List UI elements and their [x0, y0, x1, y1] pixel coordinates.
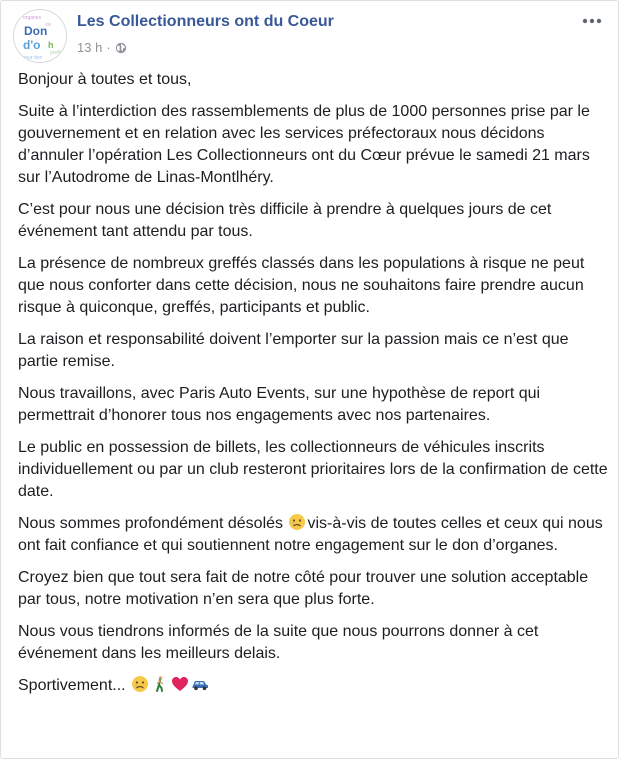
post-paragraph: Croyez bien que tout sera fait de notre côté pour trouver une solution acceptable par tous, notre motivation n’en sera que plus forte. — [18, 569, 589, 608]
post-paragraph-apology — [18, 513, 612, 557]
car-emoji — [191, 675, 209, 693]
svg-text:Don: Don — [24, 24, 48, 38]
post-meta — [77, 40, 127, 55]
red-heart-emoji — [171, 675, 189, 693]
page-avatar[interactable] — [13, 9, 67, 63]
more-options-icon — [582, 18, 602, 24]
svg-text:vie: vie — [45, 22, 52, 28]
svg-text:greffe: greffe — [50, 50, 63, 56]
globe-icon[interactable] — [115, 42, 127, 54]
sad-face-emoji — [131, 675, 149, 693]
post-paragraph: Nous vous tiendrons informés de la suite que nous pourrons donner à cet événement dans les meilleurs delais. — [18, 623, 539, 662]
post-paragraph: C’est pour nous une décision très difficile à prendre à quelques jours de cet événement tant attendu par tous. — [18, 201, 552, 240]
signoff-text: Sportivement... — [18, 677, 131, 694]
post-paragraph: Bonjour à toutes et tous, — [18, 71, 192, 88]
post-paragraph: Le public en possession de billets, les collectionneurs de véhicules inscrits individuellement ou par un club resteront prioritaires lors de la confirmation de cette date. — [18, 439, 608, 500]
post-paragraph: La raison et responsabilité doivent l’emporter sur la passion mais ce n’est que partie remise. — [18, 331, 569, 370]
post-body — [18, 69, 612, 707]
svg-text:organes: organes — [23, 15, 42, 21]
post-paragraph: Suite à l’interdiction des rassemblements de plus de 1000 personnes prise par le gouvernement et en relation avec les services préfectoraux nous décidons d’annuler l’opération Les Collectionneurs ont du Cœur prévue le samedi 21 mars sur l’Autodrome de Linas-Montlhéry. — [18, 103, 590, 186]
apology-text-start: Nous sommes profondément désolés — [18, 515, 288, 532]
post-header — [11, 9, 608, 63]
sad-face-emoji — [288, 513, 306, 531]
apology-text-end: vis-à-vis de toutes celles et ceux qui nous ont fait confiance et qui soutiennent notre engagement sur le don d’organes. — [18, 515, 603, 554]
more-options-button[interactable] — [580, 11, 604, 31]
post-paragraph: Nous travaillons, avec Paris Auto Events, sur une hypothèse de report qui permettrait d’honorer tous nos engagements avec nos partenaires. — [18, 385, 541, 424]
page-name-link[interactable]: Les Collectionneurs ont du Coeur — [77, 13, 334, 30]
post-timestamp[interactable]: 13 h — [77, 40, 103, 55]
meta-separator: · — [106, 40, 111, 55]
svg-text:d'o: d'o — [23, 38, 41, 52]
svg-text:h: h — [48, 40, 54, 50]
post-signoff — [18, 675, 612, 697]
walking-person-emoji — [151, 675, 169, 693]
post-paragraph: La présence de nombreux greffés classés dans les populations à risque ne peut que nous conforter dans cette décision, nous ne souhaitons faire prendre aucun risque à quiconque, greffés, participants et public. — [18, 255, 585, 316]
svg-text:coeur don: coeur don — [20, 55, 43, 61]
